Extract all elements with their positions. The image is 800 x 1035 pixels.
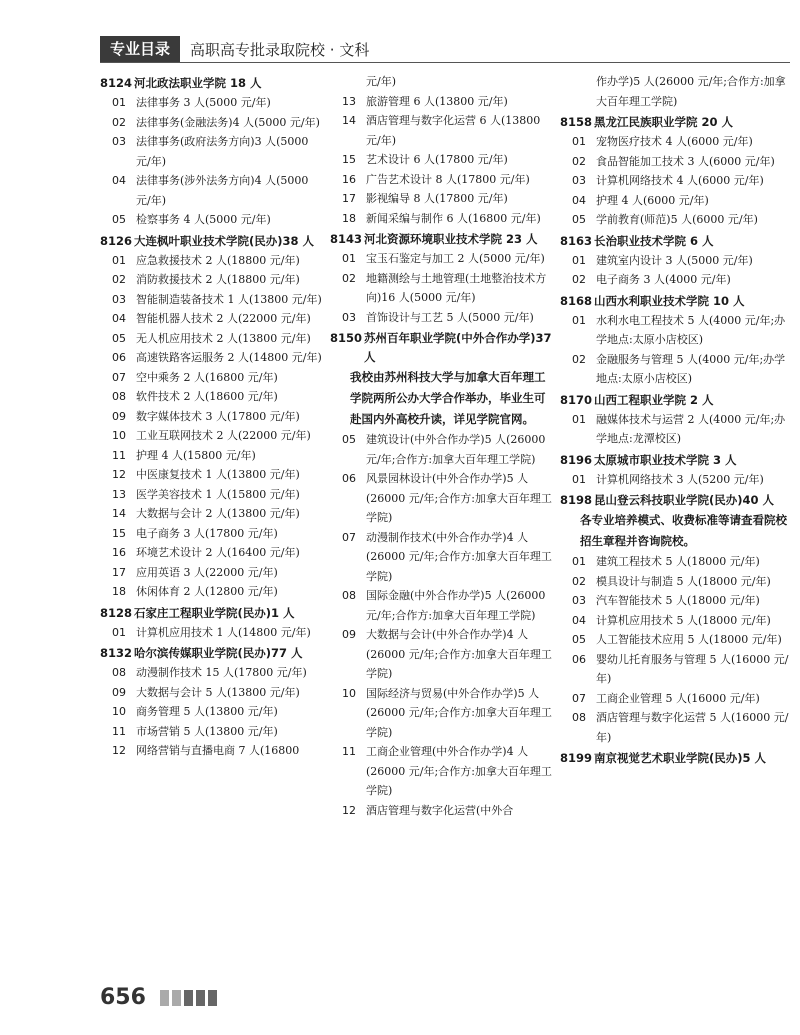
major-text: 智能制造装备技术 1 人(13800 元/年) [136, 292, 322, 306]
major-item [100, 171, 322, 210]
major-number: 12 [342, 803, 356, 817]
major-item [560, 552, 790, 572]
major-text: 检察事务 4 人(5000 元/年) [136, 213, 271, 226]
major-item [100, 132, 322, 171]
major-number: 08 [112, 666, 126, 679]
major-text: 婴幼儿托育服务与管理 5 人(16000 元/年) [596, 652, 789, 685]
school-heading [560, 391, 790, 410]
major-number: 17 [112, 565, 126, 579]
column-middle [330, 72, 555, 820]
major-item [330, 801, 555, 821]
major-text: 网络营销与直播电商 7 人(16800 [136, 744, 300, 757]
major-number: 14 [342, 114, 356, 127]
major-text: 艺术设计 6 人(17800 元/年) [366, 153, 508, 166]
major-number: 14 [112, 507, 126, 520]
school-code: 8196 [560, 452, 593, 467]
major-item [330, 170, 555, 190]
school-name: 昆山登云科技职业学院(民办)40 人 [594, 493, 775, 507]
major-text: 法律事务(政府法务方向)3 人(5000 元/年) [136, 135, 309, 168]
major-text: 空中乘务 2 人(16800 元/年) [136, 370, 278, 384]
major-text: 工商企业管理(中外合作办学)4 人(26000 元/年;合作方:加拿大百年理工学院) [366, 745, 552, 797]
major-text: 计算机应用技术 1 人(14800 元/年) [136, 625, 311, 639]
major-item [560, 410, 790, 449]
school-name: 河北资源环境职业技术学院 23 人 [364, 232, 538, 246]
school-code: 8199 [560, 751, 593, 765]
school-name: 石家庄工程职业学院(民办)1 人 [134, 605, 295, 620]
major-number: 12 [112, 744, 126, 757]
major-text: 法律事务 3 人(5000 元/年) [136, 96, 271, 109]
major-number: 02 [342, 271, 356, 285]
major-number [560, 72, 596, 111]
major-number: 09 [342, 628, 356, 641]
major-number: 15 [342, 153, 356, 166]
major-text: 应用英语 3 人(22000 元/年) [136, 565, 278, 579]
major-item [100, 368, 322, 388]
major-number: 11 [342, 745, 356, 758]
major-number: 05 [112, 213, 126, 226]
school-name: 山西水利职业技术学院 10 人 [594, 293, 745, 308]
school-name: 河北政法职业学院 18 人 [134, 76, 262, 90]
major-item [560, 630, 790, 650]
major-item [560, 572, 790, 592]
school-code: 8198 [560, 493, 593, 507]
major-text: 建筑工程技术 5 人(18000 元/年) [596, 555, 760, 568]
major-text: 地籍测绘与土地管理(土地整治技术方向)16 人(5000 元/年) [366, 271, 547, 304]
school-heading [560, 451, 790, 470]
footer-decoration [160, 990, 220, 1006]
page-subtitle: 高职高专批录取院校 · 文科 [190, 40, 370, 59]
major-item [100, 543, 322, 563]
major-item [560, 191, 790, 211]
major-number: 07 [572, 691, 586, 705]
major-text: 旅游管理 6 人(13800 元/年) [366, 94, 508, 108]
major-number: 06 [112, 351, 126, 364]
major-text: 环境艺术设计 2 人(16400 元/年) [136, 546, 300, 559]
major-text: 国际金融(中外合作办学)5 人(26000 元/年;合作方:加拿大百年理工学院) [366, 589, 546, 622]
major-text: 法律事务(涉外法务方向)4 人(5000 元/年) [136, 174, 309, 207]
major-item [330, 684, 555, 743]
major-text: 计算机网络技术 4 人(6000 元/年) [596, 174, 764, 187]
major-text: 食品智能加工技术 3 人(6000 元/年) [596, 154, 775, 168]
major-number: 03 [112, 135, 126, 148]
school-name: 南京视觉艺术职业学院(民办)5 人 [594, 751, 767, 765]
major-text: 护理 4 人(6000 元/年) [596, 193, 709, 207]
major-number: 01 [112, 96, 126, 109]
school-heading [560, 292, 790, 311]
major-number: 02 [572, 574, 586, 588]
major-number: 01 [572, 313, 586, 327]
school-name: 长治职业技术学院 6 人 [594, 233, 714, 248]
major-text: 宠物医疗技术 4 人(6000 元/年) [596, 135, 753, 148]
major-item [330, 189, 555, 209]
school-name: 大连枫叶职业技术学院(民办)38 人 [134, 233, 315, 248]
major-number: 09 [112, 685, 126, 699]
school-code: 8168 [560, 293, 593, 308]
major-text: 风景园林设计(中外合作办学)5 人(26000 元/年;合作方:加拿大百年理工学院) [366, 472, 552, 524]
major-number: 10 [112, 705, 126, 718]
major-text: 高速铁路客运服务 2 人(14800 元/年) [136, 351, 322, 364]
major-text: 首饰设计与工艺 5 人(5000 元/年) [366, 310, 534, 324]
school-code: 8158 [560, 115, 593, 129]
school-code: 8124 [100, 76, 133, 90]
major-item [100, 683, 322, 703]
major-item [560, 470, 790, 490]
major-number: 01 [112, 625, 126, 639]
major-item [100, 623, 322, 643]
major-item [560, 251, 790, 271]
section-tag: 专业目录 [100, 36, 180, 62]
major-text: 应急救援技术 2 人(18800 元/年) [136, 253, 300, 267]
major-item [330, 72, 555, 92]
major-item [560, 611, 790, 631]
major-number: 02 [572, 352, 586, 366]
major-number: 04 [112, 174, 126, 187]
major-item [100, 663, 322, 683]
school-code: 8143 [330, 232, 363, 246]
column-right [560, 72, 790, 768]
major-number: 05 [572, 213, 586, 226]
major-number: 16 [112, 546, 126, 559]
major-number: 01 [572, 412, 586, 426]
major-number: 04 [112, 312, 126, 325]
major-item [560, 210, 790, 230]
major-number: 08 [572, 711, 586, 724]
major-number: 18 [342, 211, 356, 225]
major-item [100, 309, 322, 329]
school-code: 8170 [560, 392, 593, 407]
major-text: 酒店管理与数字化运营 6 人(13800 元/年) [366, 114, 541, 147]
school-heading [100, 604, 322, 623]
major-item [560, 708, 790, 747]
major-text: 电子商务 3 人(17800 元/年) [136, 526, 278, 540]
major-number: 03 [572, 594, 586, 607]
column-left [100, 72, 322, 761]
school-name: 黑龙江民族职业学院 20 人 [594, 115, 734, 129]
major-text: 国际经济与贸易(中外合作办学)5 人(26000 元/年;合作方:加拿大百年理工学院) [366, 686, 552, 739]
major-number: 12 [112, 468, 126, 481]
major-item [560, 650, 790, 689]
major-item [330, 528, 555, 587]
major-number: 10 [342, 686, 356, 700]
major-text: 工商企业管理 5 人(16000 元/年) [596, 691, 760, 705]
school-name: 哈尔滨传媒职业学院(民办)77 人 [134, 646, 303, 660]
major-item [330, 308, 555, 328]
major-text: 法律事务(金融法务)4 人(5000 元/年) [136, 115, 320, 129]
major-text: 水利水电工程技术 5 人(4000 元/年;办学地点:太原小店校区) [596, 313, 786, 346]
major-number: 01 [572, 555, 586, 568]
major-number: 04 [572, 613, 586, 627]
major-item [100, 113, 322, 133]
major-item [100, 524, 322, 544]
major-number: 16 [342, 172, 356, 186]
major-number: 13 [112, 487, 126, 501]
major-number: 17 [342, 192, 356, 205]
major-number: 03 [342, 310, 356, 324]
major-item [100, 329, 322, 349]
major-text: 数字媒体技术 3 人(17800 元/年) [136, 409, 300, 423]
major-number: 01 [342, 252, 356, 265]
major-item [100, 251, 322, 271]
major-number: 07 [112, 370, 126, 384]
major-text: 建筑室内设计 3 人(5000 元/年) [596, 253, 753, 267]
major-item [100, 210, 322, 230]
school-code: 8128 [100, 605, 133, 620]
school-heading [100, 74, 322, 93]
major-number [330, 72, 366, 92]
major-text: 消防救援技术 2 人(18800 元/年) [136, 273, 300, 286]
major-text: 模具设计与制造 5 人(18000 元/年) [596, 574, 771, 588]
major-text: 休闲体育 2 人(12800 元/年) [136, 585, 278, 598]
major-text: 建筑设计(中外合作办学)5 人(26000 元/年;合作方:加拿大百年理工学院) [366, 433, 546, 466]
major-number: 01 [572, 253, 586, 267]
major-item [330, 430, 555, 469]
major-text: 宝玉石鉴定与加工 2 人(5000 元/年) [366, 252, 545, 265]
major-item [560, 350, 790, 389]
major-text: 计算机网络技术 3 人(5200 元/年) [596, 472, 764, 486]
major-text: 学前教育(师范)5 人(6000 元/年) [596, 213, 758, 226]
major-text: 新闻采编与制作 6 人(16800 元/年) [366, 211, 541, 225]
page-footer [100, 985, 220, 1010]
school-code: 8150 [330, 331, 363, 345]
major-text: 商务管理 5 人(13800 元/年) [136, 705, 278, 718]
major-item [560, 171, 790, 191]
major-item [100, 563, 322, 583]
major-item [100, 270, 322, 290]
major-number: 08 [342, 589, 356, 602]
major-number: 04 [572, 193, 586, 207]
major-text: 软件技术 2 人(18600 元/年) [136, 390, 278, 403]
major-number: 13 [342, 94, 356, 108]
major-item [560, 591, 790, 611]
major-item [560, 270, 790, 290]
major-text: 市场营销 5 人(13800 元/年) [136, 724, 278, 738]
major-text: 智能机器人技术 2 人(22000 元/年) [136, 312, 311, 325]
major-item [100, 407, 322, 427]
school-name: 苏州百年职业学院(中外合作办学)37 人 [364, 331, 552, 364]
major-item [100, 387, 322, 407]
major-item [560, 132, 790, 152]
major-text: 酒店管理与数字化运营 5 人(16000 元/年) [596, 711, 789, 744]
major-item [560, 152, 790, 172]
school-heading [330, 230, 555, 249]
major-item [560, 689, 790, 709]
major-number: 09 [112, 409, 126, 423]
major-item [330, 469, 555, 528]
major-text: 广告艺术设计 8 人(17800 元/年) [366, 172, 530, 186]
major-number: 08 [112, 390, 126, 403]
major-text: 动漫制作技术(中外合作办学)4 人(26000 元/年;合作方:加拿大百年理工学院) [366, 530, 552, 583]
page-header [100, 36, 369, 62]
major-number: 05 [342, 433, 356, 446]
major-text: 作办学)5 人(26000 元/年;合作方:加拿大百年理工学院) [596, 75, 786, 108]
major-item [560, 72, 790, 111]
major-text: 大数据与会计 2 人(13800 元/年) [136, 507, 300, 520]
major-text: 医学美容技术 1 人(15800 元/年) [136, 487, 300, 501]
major-text: 融媒体技术与运营 2 人(4000 元/年;办学地点:龙潭校区) [596, 412, 786, 445]
school-name: 太原城市职业技术学院 3 人 [594, 452, 737, 467]
major-text: 大数据与会计 5 人(13800 元/年) [136, 685, 300, 699]
major-text: 动漫制作技术 15 人(17800 元/年) [136, 666, 307, 679]
major-text: 电子商务 3 人(4000 元/年) [596, 273, 731, 286]
school-heading [100, 644, 322, 663]
major-item [100, 582, 322, 602]
major-text: 无人机应用技术 2 人(13800 元/年) [136, 331, 311, 345]
major-number: 02 [112, 273, 126, 286]
major-item [100, 446, 322, 466]
school-name: 山西工程职业学院 2 人 [594, 392, 714, 407]
major-number: 01 [112, 253, 126, 267]
major-text: 汽车智能技术 5 人(18000 元/年) [596, 594, 760, 607]
major-number: 01 [572, 472, 586, 486]
major-item [330, 111, 555, 150]
school-code: 8132 [100, 646, 133, 660]
school-heading [560, 749, 790, 768]
school-heading [100, 232, 322, 251]
major-text: 酒店管理与数字化运营(中外合 [366, 803, 514, 817]
major-item [330, 92, 555, 112]
school-heading [560, 232, 790, 251]
major-item [330, 269, 555, 308]
major-number: 03 [572, 174, 586, 187]
major-text: 元/年) [366, 75, 396, 88]
school-code: 8163 [560, 233, 593, 248]
major-item [330, 209, 555, 229]
major-number: 11 [112, 724, 126, 738]
school-note: 各专业培养模式、收费标准等请查看院校招生章程并咨询院校。 [580, 513, 787, 548]
major-number: 11 [112, 448, 126, 462]
major-item [330, 742, 555, 801]
major-item [330, 249, 555, 269]
major-text: 护理 4 人(15800 元/年) [136, 448, 256, 462]
major-number: 15 [112, 526, 126, 540]
major-item [100, 741, 322, 761]
major-item [560, 311, 790, 350]
major-text: 影视编导 8 人(17800 元/年) [366, 192, 508, 205]
major-item [100, 485, 322, 505]
major-text: 金融服务与管理 5 人(4000 元/年;办学地点:太原小店校区) [596, 352, 786, 385]
major-text: 工业互联网技术 2 人(22000 元/年) [136, 429, 311, 442]
page-number: 656 [100, 985, 146, 1010]
major-item [100, 93, 322, 113]
major-number: 06 [572, 652, 586, 666]
major-number: 06 [342, 472, 356, 485]
header-divider [100, 62, 790, 63]
major-number: 18 [112, 585, 126, 598]
major-item [100, 290, 322, 310]
major-item [100, 426, 322, 446]
major-text: 计算机应用技术 5 人(18000 元/年) [596, 613, 771, 627]
major-item [100, 504, 322, 524]
major-number: 02 [112, 115, 126, 129]
school-heading [560, 491, 790, 510]
major-number: 05 [572, 633, 586, 646]
major-text: 中医康复技术 1 人(13800 元/年) [136, 468, 300, 481]
major-item [100, 702, 322, 722]
major-number: 10 [112, 429, 126, 442]
major-item [100, 348, 322, 368]
major-item [100, 722, 322, 742]
major-number: 05 [112, 331, 126, 345]
school-heading [330, 329, 555, 367]
major-item [100, 465, 322, 485]
school-heading [560, 113, 790, 132]
major-number: 03 [112, 292, 126, 306]
major-number: 01 [572, 135, 586, 148]
major-text: 大数据与会计(中外合作办学)4 人(26000 元/年;合作方:加拿大百年理工学院) [366, 628, 552, 680]
major-number: 02 [572, 273, 586, 286]
school-note: 我校由苏州科技大学与加拿大百年理工学院两所公办大学合作举办，毕业生可赴国内外高校升读，详见学院官网。 [350, 370, 546, 426]
major-item [330, 586, 555, 625]
major-item [330, 150, 555, 170]
major-item [330, 625, 555, 684]
major-number: 07 [342, 530, 356, 544]
school-code: 8126 [100, 233, 133, 248]
major-number: 02 [572, 154, 586, 168]
major-text: 人工智能技术应用 5 人(18000 元/年) [596, 633, 782, 646]
